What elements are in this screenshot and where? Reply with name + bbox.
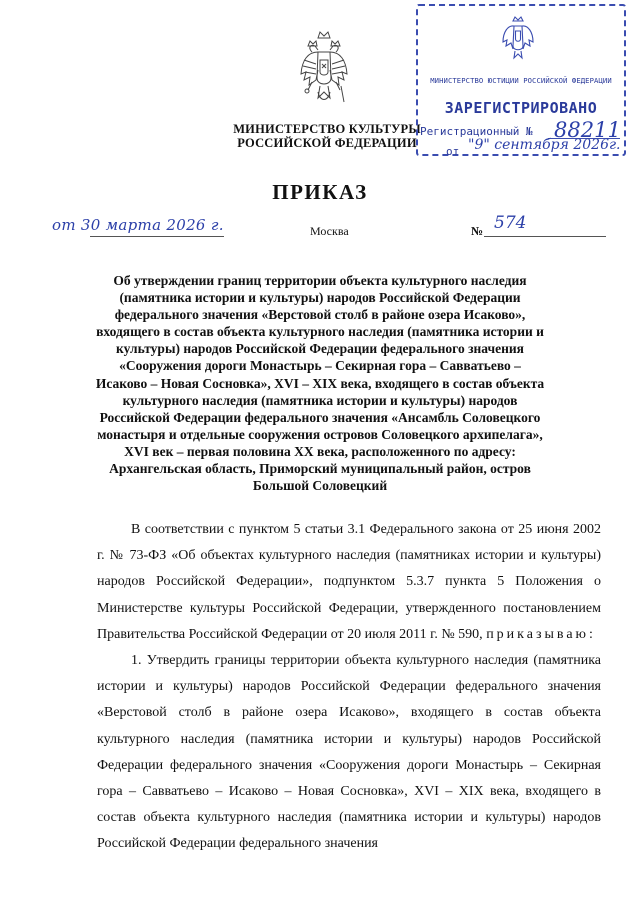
number-sign: № xyxy=(471,224,484,238)
preamble-text: В соответствии с пунктом 5 статьи 3.1 Федерального закона от 25 июня 2002 г. № 73-ФЗ «Об объектах культурного наследия (памятниках истории и культуры) народов Российской Федерации», подпунктом 5.3.7 пункта 5 Положения о Министерстве культуры Российской Федерации, утвержденного постановлением Правительства Российской Федерации от 20 июля 2011 г. № 590, xyxy=(97,522,601,642)
ministry-header xyxy=(214,122,440,150)
stamp-registered-label: ЗАРЕГИСТРИРОВАНО xyxy=(444,99,598,117)
preamble-paragraph xyxy=(97,517,601,648)
stamp-ministry-name: МИНИСТЕРСТВО ЮСТИЦИИ РОССИЙСКОЙ ФЕДЕРАЦИИ xyxy=(430,76,612,85)
stamp-number-label: Регистрационный № xyxy=(420,125,533,138)
order-date: от 30 марта 2026 г. xyxy=(52,216,224,234)
item-1-paragraph: 1. Утвердить границы территории объекта культурного наследия (памятника истории и культуры) народов Российской Федерации федерального значения «Верстовой столб в районе озера Исаково», входящего в состав объекта культурного наследия (памятника истории и культуры) народов Российской Федерации федерального значения «Сооружения дороги Монастырь – Секирная гора – Савватьево – Исаково – Новая Сосновка», XVI – XIX века, входящего в состав объекта культурного наследия (памятника истории и культуры) народов Российской Федерации федерального значения xyxy=(97,653,601,852)
document-type-title: ПРИКАЗ xyxy=(272,180,368,204)
number-underline xyxy=(484,236,606,237)
coat-of-arms-icon xyxy=(298,30,350,114)
ministry-line-1: МИНИСТЕРСТВО КУЛЬТУРЫ xyxy=(233,122,421,136)
stamp-date-prefix: от xyxy=(446,145,460,158)
city-label: Москва xyxy=(310,224,349,238)
stamp-coat-of-arms-icon xyxy=(500,16,536,62)
order-body xyxy=(97,517,601,858)
ministry-line-2: РОССИЙСКОЙ ФЕДЕРАЦИИ xyxy=(237,136,417,150)
registration-stamp xyxy=(416,4,626,156)
orders-word: приказываю: xyxy=(486,626,596,642)
date-underline xyxy=(90,236,224,237)
order-number: 574 xyxy=(494,213,527,233)
order-subject: Об утверждении границ территории объекта культурного наследия (памятника истории и культуры) народов Российской Федерации федерального значения «Верстовой столб в районе озера Исаково», входящего в состав объекта культурного наследия (памятника истории и культуры) народов Российской Федерации федерального значения «Сооружения дороги Монастырь – Секирная гора – Савватьево – Исаково – Новая Сосновка», XVI – XIX века, входящего в состав объекта культурного наследия (памятника истории и культуры) народов Российской Федерации федерального значения «Ансамбль Соловецкого монастыря и отдельные сооружения островов Соловецкого архипелага», XVI век – первая половина XX века, расположенного по адресу: Архангельская область, Приморский муниципальный район, остров Большой Соловецкий xyxy=(95,273,545,494)
stamp-number-value: 88211 xyxy=(554,118,621,142)
stamp-date-value: "9" сентября 2026г. xyxy=(468,137,621,153)
